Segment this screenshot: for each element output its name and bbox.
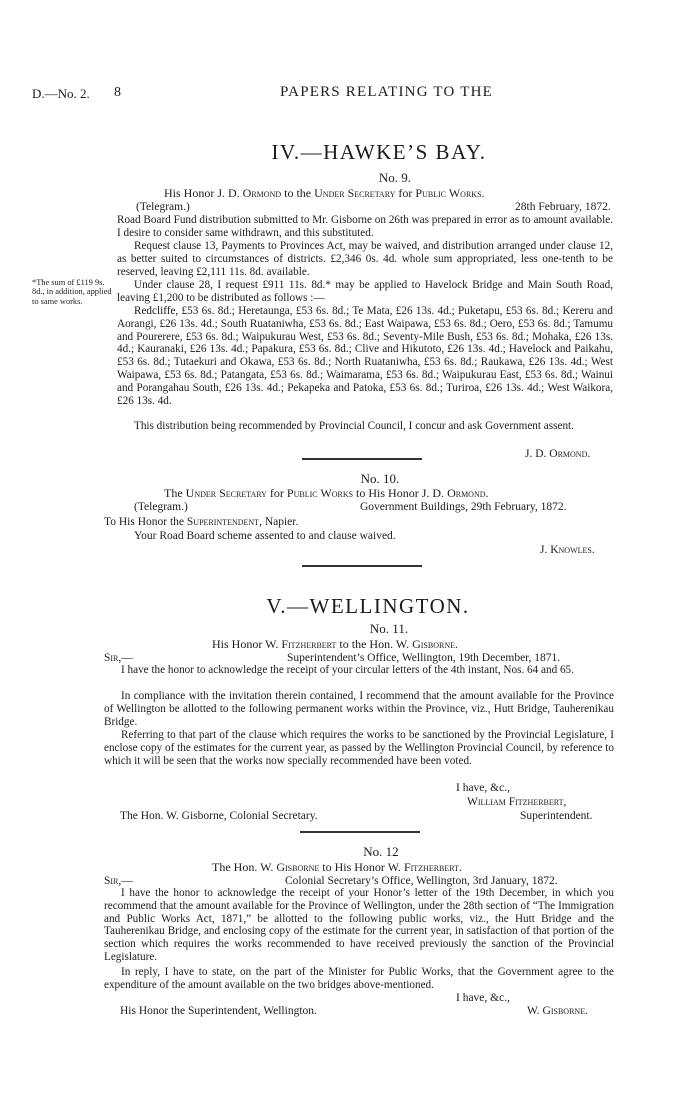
section-title-hawkes-bay: IV.—HAWKE’S BAY. <box>271 140 487 164</box>
letter-12-paragraph-1: I have the honor to acknowledge the receipt of your Honor’s letter of the 19th December, in which you recommend that the amount available for the Province of Wellington, under the 28th section of “The Immigration and Public Works Act, 1871,” be allotted to the following public works, viz., the Hutt Bridge and the Tauherenikau Bridge, and enclosing copy of the estimate for the current year, in satisfaction of that portion of the section which requires the works recommended to have received previously the sanction of the Provincial Legislature. <box>104 887 614 963</box>
letter-heading-12: The Hon. W. Gisborne to His Honor W. Fitzherbert. <box>212 860 463 874</box>
letter-11-paragraph-1: I have the honor to acknowledge the receipt of your circular letters of the 4th instant, Nos. 64 and 65. <box>121 664 574 676</box>
letter-10-signature: J. Knowles. <box>540 544 595 556</box>
letter-9-paragraph-5: This distribution being recommended by Provincial Council, I concur and ask Government assent. <box>134 420 574 432</box>
running-title: PAPERS RELATING TO THE <box>280 84 493 100</box>
letter-place-date-10: Government Buildings, 29th February, 1872. <box>360 501 567 513</box>
closing-12: I have, &c., <box>456 992 510 1004</box>
letter-11-signature: William Fitzherbert, <box>467 796 567 808</box>
letter-9-paragraph-4: Redcliffe, £53 6s. 8d.; Heretaunga, £53 6s. 8d.; Te Mata, £26 13s. 4d.; Puketapu, £53 6s. 8d.; Kereru and Aorangi, £26 13s. 4d.; South Ruataniwha, £53 6s. 8d.; East Waipawa, £53 6s. 8d.; Oero, £53 6s. 8d.; Tamumu and Pourerere, £53 6s. 8d.; Waipukurau West, £53 6s. 8d.; Seventy-Mile Bush, £53 6s. 8d.; Mohaka, £26 13s. 4d.; Kauranaki, £26 13s. 4d.; Papakura, £53 6s. 8d.; Clive and Hikutoto, £26 13s. 4d.; Havelock and Paikahu, £53 6s. 8d.; Tutaekuri and Okawa, £53 6s. 8d.; North Ruataniwha, £53 6s. 8d.; Raukawa, £26 13s. 4d.; West Waipawa, £53 6s. 8d.; Patangata, £53 6s. 8d.; Waimarama, £53 6s. 8d.; Waipukurau East, £53 6s. 8d.; Wainui and Porangahau South, £26 13s. 4d.; Pekapeka and Patoka, £53 6s. 8d.; Turiroa, £26 13s. 4d.; West Waikora, £26 13s. 4d. <box>117 305 613 407</box>
salutation-12: Sir,— <box>104 875 133 887</box>
page-number: 8 <box>114 85 121 100</box>
letter-date-9: 28th February, 1872. <box>515 201 611 213</box>
letter-place-date-11: Superintendent’s Office, Wellington, 19th December, 1871. <box>287 652 561 664</box>
letter-11-paragraph-3: Referring to that part of the clause which requires the works to be sanctioned by the Provincial Legislature, I enclose copy of the estimates for the current year, as passed by the Wellington Provincial Council, by reference to which it will be seen that the works now specially recommended have been voted. <box>104 729 614 767</box>
letter-number-12: No. 12 <box>363 844 399 859</box>
letter-number-9: No. 9. <box>378 170 412 185</box>
letter-place-date-12: Colonial Secretary’s Office, Wellington, 3rd January, 1872. <box>285 875 558 887</box>
separator-rule-1 <box>302 458 422 460</box>
letter-addressee-10: To His Honor the Superintendent, Napier. <box>104 516 299 528</box>
closing-11: I have, &c., <box>456 782 510 794</box>
separator-rule-2 <box>302 565 422 567</box>
letter-9-paragraph-2: Request clause 13, Payments to Provinces Act, may be waived, and distribution arranged under clause 12, as better suited to circumstances of districts. £2,346 0s. 4d. whole sum appropriated, less one-tenth to be reserved, leaving £2,111 11s. 8d. available. <box>117 240 613 278</box>
addressee-12: His Honor the Superintendent, Wellington. <box>120 1005 317 1017</box>
letter-heading-9: His Honor J. D. Ormond to the Under Secretary for Public Works. <box>164 186 485 200</box>
letter-number-11: No. 11. <box>369 621 409 636</box>
letter-9-paragraph-3: Under clause 28, I request £911 11s. 8d.* may be applied to Havelock Bridge and Main South Road, leaving £1,200 to be distributed as follows :— <box>117 279 613 304</box>
telegram-label-9: (Telegram.) <box>136 201 190 213</box>
letter-number-10: No. 10. <box>360 471 400 486</box>
letter-11-paragraph-2: In compliance with the invitation therein contained, I recommend that the amount available for the Province of Wellington be allotted to the following permanent works within the Province, viz., Hutt Bridge, Tauherenikau Bridge. <box>104 690 614 728</box>
document-reference: D.—No. 2. <box>32 86 90 101</box>
signature-title-11: Superintendent. <box>520 810 593 822</box>
separator-rule-3 <box>300 831 420 833</box>
letter-body-10: Your Road Board scheme assented to and clause waived. <box>134 530 396 542</box>
letter-12-paragraph-2: In reply, I have to state, on the part of the Minister for Public Works, that the Government agree to the expenditure of the amount available on the two bridges above-mentioned. <box>104 966 614 991</box>
letter-heading-11: His Honor W. Fitzherbert to the Hon. W. Gisborne. <box>212 637 458 651</box>
addressee-11: The Hon. W. Gisborne, Colonial Secretary. <box>120 810 318 822</box>
letter-9-paragraph-1: Road Board Fund distribution submitted to Mr. Gisborne on 26th was prepared in error as to amount available. I desire to consider same withdrawn, and this substituted. <box>117 214 613 239</box>
letter-12-signature: W. Gisborne. <box>527 1005 588 1017</box>
telegram-label-10: (Telegram.) <box>134 501 188 513</box>
letter-heading-10: The Under Secretary for Public Works to His Honor J. D. Ormond. <box>164 486 489 500</box>
section-title-wellington: V.—WELLINGTON. <box>266 594 470 618</box>
letter-9-signature: J. D. Ormond. <box>525 448 591 460</box>
salutation-11: Sir,— <box>104 652 133 664</box>
margin-note: *The sum of £119 9s. 8d., in addition, applied to same works. <box>32 278 112 306</box>
